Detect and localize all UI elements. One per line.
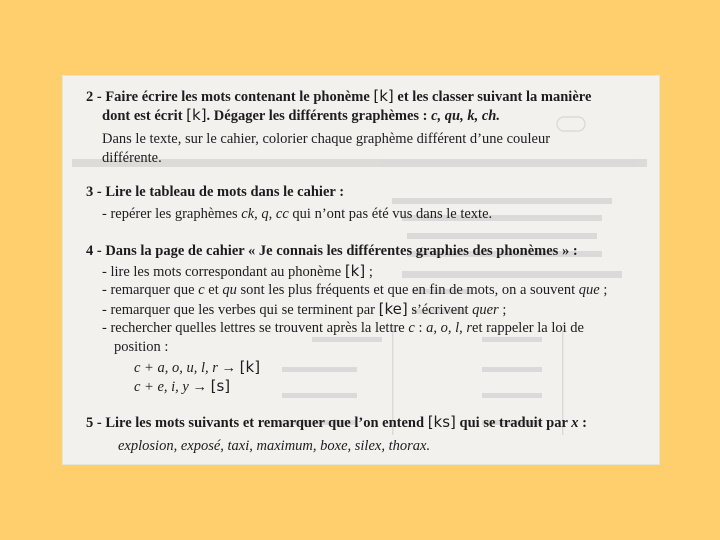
section-4-text: : (418, 320, 423, 336)
rule-c-s (134, 377, 230, 396)
section-4-text: - lire les mots correspondant au phonème (102, 264, 342, 280)
letters-que: que (578, 282, 600, 298)
section-2-text: . Dégager les différents graphèmes : (206, 108, 428, 124)
section-2-text: 2 - Faire écrire les mots contenant le phonème (86, 89, 370, 105)
section-5-text: 5 - Lire les mots suivants et remarquer que l’on entend (86, 415, 425, 431)
rule-text: c + e, i, y → (134, 379, 207, 395)
scanned-document-page (62, 75, 660, 465)
section-4-text: ; (502, 302, 507, 318)
rule-text: c + a, o, u, l, r → (134, 360, 237, 376)
section-3-text: qui n’ont pas été vus dans le texte. (292, 206, 493, 222)
section-4-text: - remarquer que les verbes qui se terminent par (102, 302, 375, 318)
section-3-line-1 (102, 205, 492, 223)
letter-c: c (198, 282, 205, 298)
section-4-item-4 (102, 319, 584, 337)
section-2-line-1 (86, 87, 591, 106)
section-4-text: ; (603, 282, 608, 298)
phoneme-ke: [ke] (378, 300, 408, 318)
letters-list: a, o, l, r (426, 320, 473, 336)
section-4-title: 4 - Dans la page de cahier « Je connais les différentes graphies des phonèmes » : (86, 243, 578, 259)
section-3-title: 3 - Lire le tableau de mots dans le cahier : (86, 184, 345, 200)
section-3-text: - repérer les graphèmes (102, 206, 238, 222)
phoneme-k: [k] (344, 262, 366, 280)
section-2-line-2 (102, 106, 500, 125)
letter-x: x (571, 415, 579, 431)
phoneme-k: [k] (373, 87, 394, 105)
letters-qu: qu (222, 282, 237, 298)
phoneme-s: [s] (210, 377, 231, 395)
section-4-text: - rechercher quelles lettres se trouvent après la lettre (102, 320, 405, 336)
section-4-text: s’écrivent (411, 302, 469, 318)
section-2-text: et les classer suivant la manière (397, 89, 592, 105)
phoneme-k: [k] (239, 358, 261, 376)
section-5-title (86, 413, 587, 432)
section-4-item-2 (102, 281, 607, 299)
section-2-line-4: différente. (102, 150, 162, 166)
graphemes-list: ck, q, cc (241, 206, 289, 222)
section-5-text: : (582, 415, 587, 431)
letters-quer: quer (472, 302, 499, 318)
section-4-text: et (208, 282, 219, 298)
section-5-words: explosion, exposé, taxi, maximum, boxe, silex, thorax. (118, 438, 431, 454)
section-4-item-3 (102, 300, 506, 319)
section-2-text: dont est écrit (102, 108, 183, 124)
section-4-text: sont les plus fréquents et que en fin de mots, on a souvent (240, 282, 576, 298)
section-5-text: qui se traduit par (459, 415, 568, 431)
phoneme-k: [k] (186, 106, 207, 124)
section-4-text: et rappeler la loi de (472, 320, 584, 336)
phoneme-ks: [ks] (427, 413, 456, 431)
section-4-text: ; (368, 264, 373, 280)
graphemes-list: c, qu, k, ch. (431, 108, 500, 124)
section-4-item-4-cont: position : (114, 339, 169, 355)
section-4-text: - remarquer que (102, 282, 195, 298)
section-4-item-1 (102, 262, 373, 281)
letter-c: c (408, 320, 415, 336)
section-2-line-3: Dans le texte, sur le cahier, colorier chaque graphème différent d’une couleur (102, 131, 551, 147)
rule-c-k (134, 358, 260, 377)
